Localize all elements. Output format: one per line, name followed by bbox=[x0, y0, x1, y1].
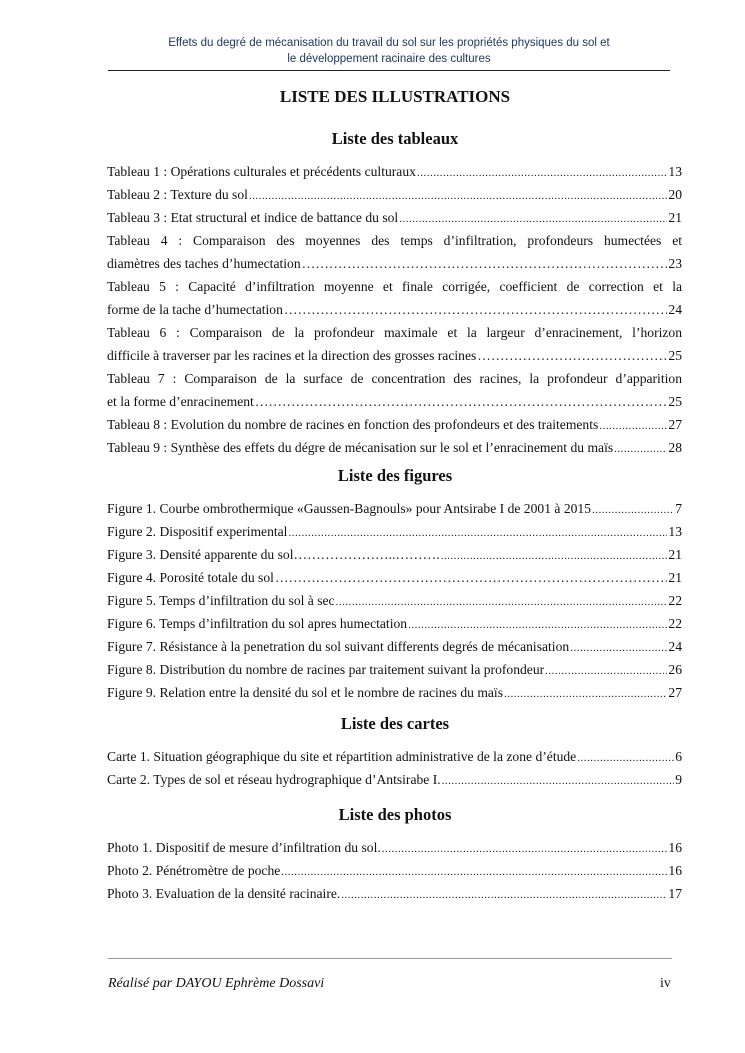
dot-leader bbox=[249, 185, 667, 208]
dot-leader bbox=[545, 660, 667, 683]
toc-entry-text: Figure 1. Courbe ombrothermique «Gaussen-Bagnouls» pour Antsirabe I de 2001 à 2015 bbox=[107, 501, 592, 516]
toc-page-number: 7 bbox=[675, 501, 682, 516]
dot-leader bbox=[281, 861, 667, 884]
toc-entry-text: Tableau 8 : Evolution du nombre de racines en fonction des profondeurs et des traitements bbox=[107, 417, 599, 432]
tables-list bbox=[107, 160, 682, 459]
toc-entry-text: Figure 3. Densité apparente du sol…………………..………. bbox=[107, 547, 440, 562]
toc-entry-table-1[interactable] bbox=[107, 160, 682, 183]
toc-entry-figure-7[interactable] bbox=[107, 635, 682, 658]
dot-leader bbox=[255, 390, 668, 415]
dot-leader bbox=[504, 683, 667, 706]
toc-entry-table-5[interactable] bbox=[107, 275, 682, 321]
toc-entry-text: Tableau 1 : Opérations culturales et précédents culturaux bbox=[107, 164, 416, 179]
running-header bbox=[108, 35, 670, 67]
dot-leader bbox=[336, 591, 668, 614]
toc-entry-text-cont: et la forme d’enracinement bbox=[107, 394, 254, 409]
toc-page-number: 26 bbox=[668, 662, 682, 677]
toc-entry-text-cont: difficile à traverser par les racines et la direction des grosses racines bbox=[107, 348, 477, 363]
toc-page-number: 16 bbox=[668, 863, 682, 878]
dot-leader bbox=[577, 747, 674, 770]
dot-leader bbox=[341, 884, 667, 907]
toc-entry-text: Figure 8. Distribution du nombre de racines par traitement suivant la profondeur bbox=[107, 662, 545, 677]
footer-page-number: iv bbox=[660, 976, 671, 991]
toc-entry-text: Photo 2. Pénétromètre de poche bbox=[107, 863, 281, 878]
toc-page-number: 27 bbox=[668, 417, 682, 432]
toc-page-number: 16 bbox=[668, 840, 682, 855]
section-title-photos: Liste des photos bbox=[338, 805, 452, 824]
section-title-figures: Liste des figures bbox=[337, 466, 453, 485]
figures-list bbox=[107, 497, 682, 704]
toc-entry-figure-2[interactable] bbox=[107, 520, 682, 543]
footer-author: Réalisé par DAYOU Ephrème Dossavi bbox=[108, 976, 325, 991]
toc-entry-text: Figure 4. Porosité totale du sol bbox=[107, 570, 274, 585]
toc-page-number: 24 bbox=[668, 639, 682, 654]
dot-leader bbox=[302, 252, 668, 277]
toc-page-number: 13 bbox=[668, 164, 682, 179]
toc-entry-table-2[interactable] bbox=[107, 183, 682, 206]
dot-leader bbox=[592, 499, 674, 522]
toc-entry-text: Carte 2. Types de sol et réseau hydrographique d’Antsirabe I. bbox=[107, 772, 441, 787]
toc-entry-table-9[interactable] bbox=[107, 436, 682, 459]
toc-entry-figure-5[interactable] bbox=[107, 589, 682, 612]
toc-entry-text: Photo 3. Evaluation de la densité racinaire. bbox=[107, 886, 341, 901]
toc-entry-text: Tableau 2 : Texture du sol bbox=[107, 187, 248, 202]
dot-leader bbox=[417, 162, 667, 185]
toc-page-number: 21 bbox=[668, 547, 682, 562]
toc-entry-figure-9[interactable] bbox=[107, 681, 682, 704]
header-rule bbox=[108, 70, 670, 71]
toc-entry-photo-1[interactable] bbox=[107, 836, 682, 859]
toc-entry-photo-3[interactable] bbox=[107, 882, 682, 905]
toc-entry-text: Tableau 4 : Comparaison des moyennes des temps d’infiltration, profondeurs humectées et bbox=[107, 233, 682, 248]
toc-entry-map-1[interactable] bbox=[107, 745, 682, 768]
dot-leader bbox=[442, 770, 675, 793]
toc-entry-text-cont: diamètres des taches d’humectation bbox=[107, 256, 301, 271]
dot-leader bbox=[399, 208, 667, 231]
toc-entry-photo-2[interactable] bbox=[107, 859, 682, 882]
photos-list bbox=[107, 836, 682, 905]
toc-page-number: 22 bbox=[668, 593, 682, 608]
running-header-line-1: Effets du degré de mécanisation du travail du sol sur les propriétés physiques du sol et bbox=[168, 37, 610, 49]
toc-entry-table-6[interactable] bbox=[107, 321, 682, 367]
section-title-maps: Liste des cartes bbox=[340, 714, 450, 733]
toc-page-number: 6 bbox=[675, 749, 682, 764]
dot-leader bbox=[614, 438, 667, 461]
toc-page-number: 25 bbox=[668, 348, 682, 363]
page-title: LISTE DES ILLUSTRATIONS bbox=[279, 87, 511, 106]
toc-entry-table-7[interactable] bbox=[107, 367, 682, 413]
toc-page-number: 21 bbox=[668, 210, 682, 225]
toc-entry-text-cont: forme de la tache d’humectation bbox=[107, 302, 283, 317]
toc-entry-table-4[interactable] bbox=[107, 229, 682, 275]
toc-page-number: 17 bbox=[668, 886, 682, 901]
toc-entry-text: Tableau 5 : Capacité d’infiltration moyenne et finale corrigée, coefficient de correction et la bbox=[107, 279, 682, 294]
toc-entry-text: Figure 9. Relation entre la densité du sol et le nombre de racines du maïs bbox=[107, 685, 503, 700]
toc-entry-figure-8[interactable] bbox=[107, 658, 682, 681]
dot-leader bbox=[275, 566, 668, 591]
toc-page-number: 21 bbox=[668, 570, 682, 585]
toc-entry-text: Tableau 3 : Etat structural et indice de battance du sol bbox=[107, 210, 399, 225]
footer-rule bbox=[108, 958, 672, 959]
toc-page-number: 20 bbox=[668, 187, 682, 202]
toc-entry-map-2[interactable] bbox=[107, 768, 682, 791]
toc-entry-text: Tableau 6 : Comparaison de la profondeur maximale et la largeur d’enracinement, l’horizon bbox=[107, 325, 682, 340]
section-title-tables: Liste des tableaux bbox=[331, 129, 459, 148]
toc-entry-text: Tableau 9 : Synthèse des effets du dégre de mécanisation sur le sol et l’enracinement du maïs bbox=[107, 440, 614, 455]
toc-entry-text: Figure 5. Temps d’infiltration du sol à sec bbox=[107, 593, 335, 608]
toc-page-number: 27 bbox=[668, 685, 682, 700]
dot-leader bbox=[477, 344, 667, 369]
running-header-line-2: le développement racinaire des cultures bbox=[287, 53, 491, 65]
toc-entry-text: Figure 6. Temps d’infiltration du sol apres humectation bbox=[107, 616, 408, 631]
toc-entry-text: Figure 7. Résistance à la penetration du sol suivant differents degrés de mécanisation bbox=[107, 639, 570, 654]
toc-page-number: 24 bbox=[668, 302, 682, 317]
toc-entry-table-8[interactable] bbox=[107, 413, 682, 436]
toc-page-number: 25 bbox=[668, 394, 682, 409]
toc-entry-figure-4[interactable] bbox=[107, 566, 682, 589]
maps-list bbox=[107, 745, 682, 791]
dot-leader bbox=[284, 298, 668, 323]
dot-leader bbox=[408, 614, 667, 637]
toc-page-number: 28 bbox=[668, 440, 682, 455]
toc-entry-figure-1[interactable] bbox=[107, 497, 682, 520]
dot-leader bbox=[570, 637, 667, 660]
dot-leader bbox=[288, 522, 667, 545]
toc-entry-figure-6[interactable] bbox=[107, 612, 682, 635]
toc-page-number: 22 bbox=[668, 616, 682, 631]
toc-entry-text: Figure 2. Dispositif experimental bbox=[107, 524, 288, 539]
dot-leader bbox=[382, 838, 668, 861]
toc-entry-table-3[interactable] bbox=[107, 206, 682, 229]
dot-leader bbox=[441, 545, 668, 568]
toc-entry-figure-3[interactable] bbox=[107, 543, 682, 566]
toc-page-number: 23 bbox=[668, 256, 682, 271]
toc-entry-text: Carte 1. Situation géographique du site et répartition administrative de la zone d’étude bbox=[107, 749, 577, 764]
toc-entry-text: Photo 1. Dispositif de mesure d’infiltration du sol. bbox=[107, 840, 381, 855]
toc-page-number: 13 bbox=[668, 524, 682, 539]
dot-leader bbox=[599, 415, 667, 438]
toc-page-number: 9 bbox=[675, 772, 682, 787]
toc-entry-text: Tableau 7 : Comparaison de la surface de concentration des racines, la profondeur d’apparition bbox=[107, 371, 682, 386]
